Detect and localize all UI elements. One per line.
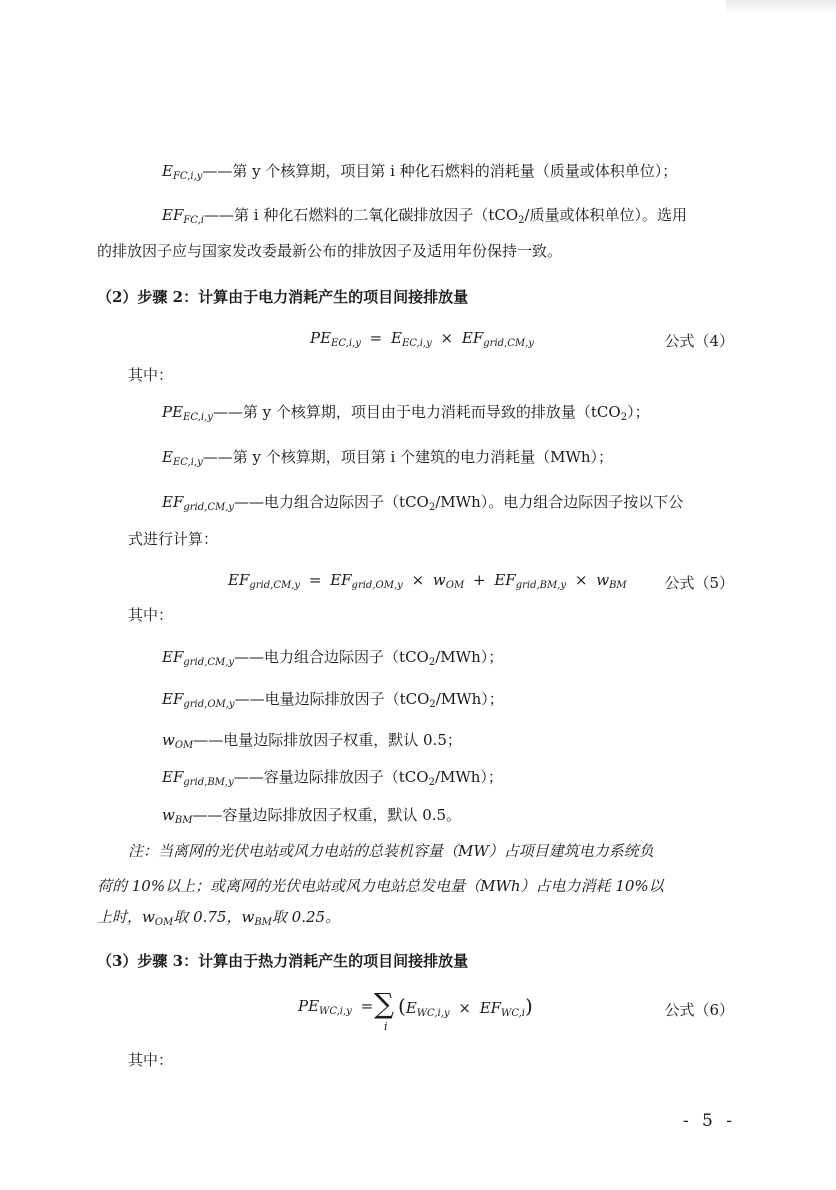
symbol-subscript: EC,i,y: [183, 412, 213, 423]
symbol-subscript: BM: [174, 815, 193, 826]
symbol: EF: [162, 690, 184, 708]
page-corner-shadow: [726, 0, 836, 14]
formula-5-label: 公式（5）: [664, 574, 734, 592]
symbol: EF: [494, 571, 516, 589]
times-sign: ×: [458, 999, 471, 1017]
note-text: 取 0.25。: [271, 908, 341, 926]
definition-text: /MWh）；: [435, 690, 504, 708]
chem-subscript: 2: [620, 412, 628, 423]
definition-text: /质量或体积单位）。选用: [524, 206, 688, 224]
formula-4-label: 公式（4）: [664, 332, 734, 350]
page-number: - 5 -: [682, 1111, 736, 1131]
definition-e-fc: [162, 160, 677, 188]
definition-text: ）；: [627, 403, 650, 421]
times-sign: ×: [574, 571, 588, 589]
definition-e-ec: [162, 446, 613, 474]
note-text: 取 0.75，: [173, 908, 242, 926]
definition-text: /MWh）；: [435, 648, 504, 666]
note-text: 上时，: [97, 908, 143, 926]
symbol: w: [241, 908, 255, 926]
step3-heading: （3）步骤 3：计算由于热力消耗产生的项目间接排放量: [97, 952, 469, 970]
step2-heading: （2）步骤 2：计算由于电力消耗产生的项目间接排放量: [97, 288, 469, 306]
definition-w-bm: [162, 804, 461, 832]
symbol: w: [596, 571, 610, 589]
symbol: w: [162, 731, 175, 749]
symbol-subscript: BM: [254, 917, 272, 928]
symbol: EF: [162, 768, 184, 786]
symbol: E: [162, 448, 173, 466]
definition-text: ——容量边际排放因子权重，默认 0.5。: [192, 806, 462, 824]
symbol: E: [162, 162, 173, 180]
symbol: w: [142, 908, 155, 926]
note-line-1: 注：当离网的光伏电站或风力电站的总装机容量（MW）占项目建筑电力系统负: [128, 842, 654, 860]
chem-subscript: 2: [428, 657, 436, 668]
symbol-subscript: grid,CM,y: [249, 580, 301, 591]
where-label: 其中：: [128, 366, 174, 384]
symbol-subscript: FC,i,y: [172, 171, 203, 182]
equals-sign: =: [369, 329, 383, 347]
definition-ef-grid-cm: [162, 491, 683, 519]
symbol: EF: [228, 571, 250, 589]
symbol-subscript: BM: [609, 580, 627, 591]
definition-text: ——电量边际排放因子权重，默认 0.5；: [193, 731, 462, 749]
times-sign: ×: [440, 329, 454, 347]
symbol-subscript: grid,OM,y: [183, 699, 235, 710]
definition-w-om: [162, 729, 462, 757]
formula-5: [228, 568, 627, 598]
definition-pe-ec: [162, 401, 650, 429]
equals-sign: =: [308, 571, 322, 589]
chem-subscript: 2: [518, 215, 525, 226]
symbol-subscript: WC,i,y: [319, 1006, 352, 1017]
symbol-subscript: OM: [154, 917, 174, 928]
chem-subscript: 2: [428, 777, 435, 788]
note-line-3: [97, 906, 340, 934]
definition-text: ——第 y 个核算期，项目由于电力消耗而导致的排放量（tCO: [212, 403, 621, 421]
definition-text: ——第 y 个核算期，项目第 i 个建筑的电力消耗量（MWh）；: [202, 448, 614, 466]
symbol-subscript: WC,i,y: [416, 1008, 450, 1019]
where-label: 其中：: [128, 606, 174, 624]
definition-text: ——第 i 种化石燃料的二氧化碳排放因子（tCO: [203, 206, 519, 224]
symbol: PE: [310, 329, 332, 347]
formula-6-rhs: [398, 994, 533, 1026]
plus-sign: +: [472, 571, 486, 589]
symbol-subscript: grid,CM,y: [183, 657, 235, 668]
summation-index: i: [384, 1020, 388, 1033]
summation-sign: ∑: [374, 987, 394, 1020]
symbol-subscript: EC,i,y: [401, 338, 432, 349]
symbol-subscript: grid,BM,y: [183, 777, 234, 788]
definition-ef-bm: [162, 766, 503, 794]
symbol-subscript: OM: [174, 740, 194, 751]
symbol-subscript: EC,i,y: [331, 338, 361, 349]
symbol: EF: [162, 206, 184, 224]
definition-text: ——电力组合边际因子（tCO: [234, 648, 429, 666]
right-paren: ): [525, 994, 533, 1018]
definition-text: ——电量边际排放因子（tCO: [234, 690, 430, 708]
symbol: PE: [298, 997, 320, 1015]
symbol: EF: [461, 329, 484, 347]
definition-ef-cm: [162, 646, 503, 674]
symbol-subscript: FC,i: [183, 215, 204, 226]
chem-subscript: 2: [428, 502, 436, 513]
symbol: EF: [162, 493, 184, 511]
symbol-subscript: grid,BM,y: [515, 580, 567, 591]
left-paren: (: [398, 994, 406, 1018]
symbol: EF: [162, 648, 184, 666]
definition-ef-grid-cm-continued: 式进行计算：: [128, 530, 219, 548]
symbol: EF: [479, 999, 502, 1017]
formula-6-label: 公式（6）: [664, 1001, 734, 1019]
symbol: w: [162, 806, 175, 824]
where-label: 其中：: [128, 1051, 174, 1069]
equals-sign: =: [360, 997, 374, 1015]
symbol-subscript: grid,OM,y: [351, 580, 403, 591]
symbol: E: [391, 329, 402, 347]
definition-text: /MWh）。电力组合边际因子按以下公: [435, 493, 684, 511]
times-sign: ×: [411, 571, 425, 589]
symbol: PE: [162, 403, 184, 421]
definition-text: ——容量边际排放因子（tCO: [233, 768, 429, 786]
formula-4: [310, 326, 534, 356]
symbol-subscript: WC,i: [501, 1008, 525, 1019]
symbol-subscript: grid,CM,y: [483, 338, 534, 349]
symbol-subscript: EC,i,y: [172, 457, 203, 468]
definition-ef-fc: [162, 204, 687, 232]
formula-6-lhs: [298, 994, 377, 1024]
symbol-subscript: grid,CM,y: [183, 502, 235, 513]
definition-text: ——电力组合边际因子（tCO: [234, 493, 429, 511]
definition-text: ——第 y 个核算期，项目第 i 种化石燃料的消耗量（质量或体积单位）；: [202, 162, 678, 180]
definition-text: /MWh）；: [434, 768, 503, 786]
definition-ef-om: [162, 688, 504, 716]
symbol-subscript: OM: [445, 580, 465, 591]
symbol: w: [432, 571, 446, 589]
note-line-2: 荷的 10%以上；或离网的光伏电站或风力电站总发电量（MWh）占电力消耗 10%以: [97, 877, 664, 895]
chem-subscript: 2: [429, 699, 436, 710]
symbol: EF: [330, 571, 352, 589]
symbol: E: [405, 999, 417, 1017]
definition-ef-fc-continued: 的排放因子应与国家发改委最新公布的排放因子及适用年份保持一致。: [97, 242, 563, 260]
